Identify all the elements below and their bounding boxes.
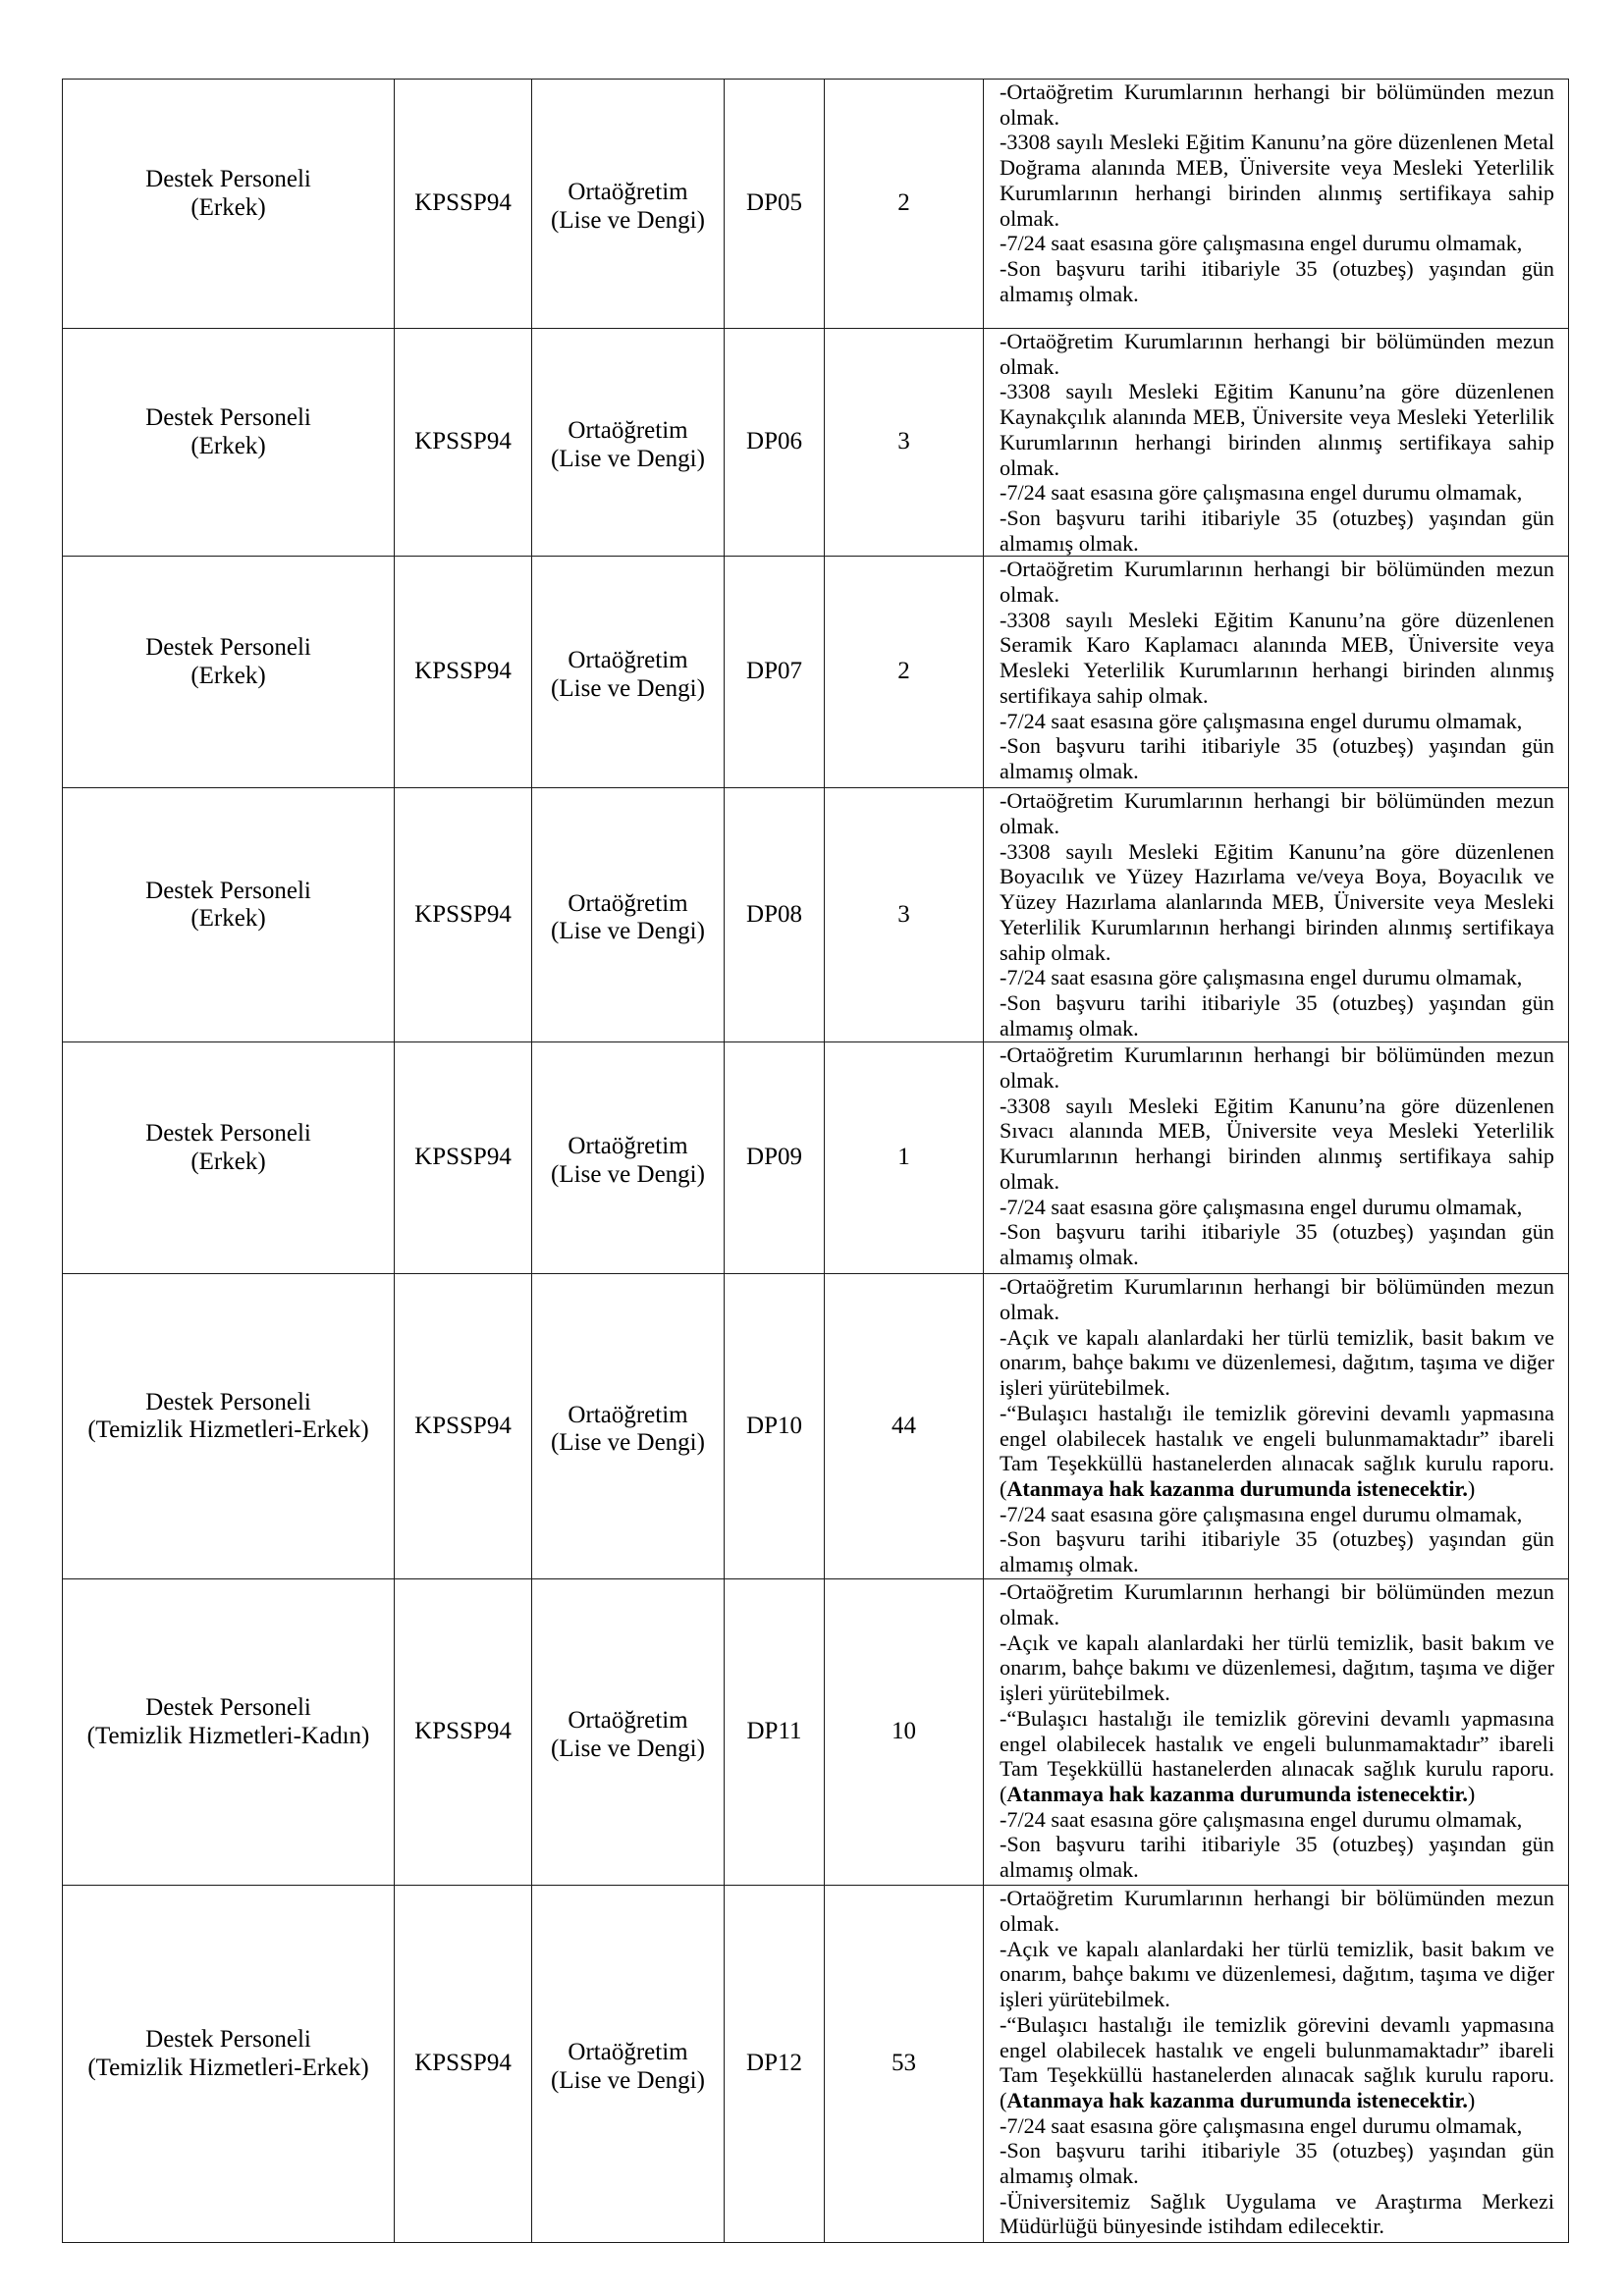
position-title-cell	[63, 329, 395, 557]
requirement-bold-note: Atanmaya hak kazanma durumunda istenecektir.	[1006, 1475, 1468, 1501]
quota-count-cell: 3	[825, 788, 984, 1042]
position-title-line: (Erkek)	[190, 1148, 266, 1175]
requirement-item: -3308 sayılı Mesleki Eğitim Kanunu’na göre düzenlenen Kaynakçılık alanında MEB, Üniversite veya Mesleki Yeterlilik Kurumlarının herhangi birinden alınmış sertifikaya sahip olmak.	[1000, 379, 1554, 480]
requirement-text: )	[1467, 1781, 1476, 1806]
education-line: Ortaöğretim	[568, 2039, 688, 2066]
quota-count-cell: 2	[825, 80, 984, 329]
education-line: (Lise ve Dengi)	[551, 2066, 705, 2094]
requirement-item	[1000, 2012, 1554, 2113]
quota-count-cell: 53	[825, 1886, 984, 2243]
position-code-cell: DP10	[725, 1274, 825, 1579]
education-cell	[532, 1886, 725, 2243]
education-line: Ortaöğretim	[568, 647, 688, 674]
requirement-item	[1000, 1401, 1554, 1502]
education-cell	[532, 788, 725, 1042]
requirement-item	[1000, 1706, 1554, 1807]
position-code-cell: DP06	[725, 329, 825, 557]
table-row	[63, 1274, 1569, 1579]
education-cell	[532, 557, 725, 788]
position-title-cell	[63, 1042, 395, 1274]
position-title-cell	[63, 557, 395, 788]
requirement-item: -7/24 saat esasına göre çalışmasına engel durumu olmamak,	[1000, 480, 1523, 506]
requirement-text: -“Bulaşıcı hastalığı ile temizlik görevini devamlı yapmasına engel olabilecek hastalık ve engeli bulunmamaktadır” ibareli Tam Teşekküllü hastanelerden alınacak sağlık kurulu raporu. (	[1000, 1400, 1554, 1501]
requirement-text: )	[1467, 1475, 1476, 1501]
position-title-cell	[63, 788, 395, 1042]
requirement-item: -Ortaöğretim Kurumlarının herhangi bir bölümünden mezun olmak.	[1000, 1274, 1554, 1325]
quota-count-cell: 3	[825, 329, 984, 557]
position-title-cell	[63, 1579, 395, 1886]
requirement-text: )	[1467, 2087, 1476, 2112]
requirements-cell	[984, 1274, 1569, 1579]
quota-count-cell: 1	[825, 1042, 984, 1274]
requirement-item: -7/24 saat esasına göre çalışmasına engel durumu olmamak,	[1000, 1806, 1523, 1832]
position-title-cell	[63, 1886, 395, 2243]
requirement-item: -Ortaöğretim Kurumlarının herhangi bir bölümünden mezun olmak.	[1000, 1579, 1554, 1630]
education-line: Ortaöğretim	[568, 889, 688, 917]
education-cell	[532, 1042, 725, 1274]
requirement-bold-note: Atanmaya hak kazanma durumunda istenecektir.	[1006, 1781, 1468, 1806]
education-line: Ortaöğretim	[568, 416, 688, 444]
requirement-item: -Açık ve kapalı alanlardaki her türlü temizlik, basit bakım ve onarım, bahçe bakımı ve düzenlemesi, dağıtım, taşıma ve diğer işleri yürütebilmek.	[1000, 1324, 1554, 1401]
education-line: (Lise ve Dengi)	[551, 918, 705, 945]
position-title-line: (Erkek)	[190, 193, 266, 221]
requirement-item: -Açık ve kapalı alanlardaki her türlü temizlik, basit bakım ve onarım, bahçe bakımı ve düzenlemesi, dağıtım, taşıma ve diğer işleri yürütebilmek.	[1000, 1936, 1554, 2012]
position-title-line: (Erkek)	[190, 662, 266, 689]
requirement-item: -7/24 saat esasına göre çalışmasına engel durumu olmamak,	[1000, 1501, 1523, 1526]
requirements-cell	[984, 557, 1569, 788]
requirement-item: -3308 sayılı Mesleki Eğitim Kanunu’na göre düzenlenen Metal Doğrama alanında MEB, Üniversite veya Mesleki Yeterlilik Kurumlarının herhangi birinden alınmış sertifikaya sahip olmak.	[1000, 130, 1554, 231]
quota-count-cell: 2	[825, 557, 984, 788]
requirement-item: -7/24 saat esasına göre çalışmasına engel durumu olmamak,	[1000, 965, 1523, 990]
table-row	[63, 1042, 1569, 1274]
education-line: Ortaöğretim	[568, 1401, 688, 1428]
position-code-cell: DP08	[725, 788, 825, 1042]
position-title-line: Destek Personeli	[145, 634, 311, 662]
exam-type-cell: KPSSP94	[395, 1042, 532, 1274]
education-cell	[532, 80, 725, 329]
requirement-item: -Son başvuru tarihi itibariyle 35 (otuzbeş) yaşından gün almamış olmak.	[1000, 255, 1554, 306]
education-line: (Lise ve Dengi)	[551, 1160, 705, 1188]
position-code-cell: DP09	[725, 1042, 825, 1274]
education-line: (Lise ve Dengi)	[551, 1429, 705, 1457]
exam-type-cell: KPSSP94	[395, 1579, 532, 1886]
position-code-cell: DP11	[725, 1579, 825, 1886]
table-row	[63, 80, 1569, 329]
requirement-item: -Ortaöğretim Kurumlarının herhangi bir bölümünden mezun olmak.	[1000, 557, 1554, 608]
requirement-item: -7/24 saat esasına göre çalışmasına engel durumu olmamak,	[1000, 708, 1523, 733]
requirement-text: -“Bulaşıcı hastalığı ile temizlik görevini devamlı yapmasına engel olabilecek hastalık ve engeli bulunmamaktadır” ibareli Tam Teşekküllü hastanelerden alınacak sağlık kurulu raporu. (	[1000, 2011, 1554, 2112]
table-row	[63, 788, 1569, 1042]
quota-count-cell: 10	[825, 1579, 984, 1886]
exam-type-cell: KPSSP94	[395, 557, 532, 788]
position-title-line: Destek Personeli	[145, 165, 311, 192]
education-line: Ortaöğretim	[568, 1133, 688, 1160]
position-title-line: Destek Personeli	[145, 403, 311, 431]
requirements-cell	[984, 788, 1569, 1042]
requirements-cell	[984, 329, 1569, 557]
education-cell	[532, 1274, 725, 1579]
requirement-item: -Üniversitemiz Sağlık Uygulama ve Araştırma Merkezi Müdürlüğü bünyesinde istihdam edilecektir.	[1000, 2188, 1554, 2239]
requirement-item: -Ortaöğretim Kurumlarının herhangi bir bölümünden mezun olmak.	[1000, 788, 1554, 839]
position-title-line: (Erkek)	[190, 905, 266, 933]
education-line: Ortaöğretim	[568, 178, 688, 205]
education-line: (Lise ve Dengi)	[551, 674, 705, 702]
requirement-bold-note: Atanmaya hak kazanma durumunda istenecektir.	[1006, 2087, 1468, 2112]
requirement-item: -Son başvuru tarihi itibariyle 35 (otuzbeş) yaşından gün almamış olmak.	[1000, 1832, 1554, 1883]
position-title-line: Destek Personeli	[145, 2026, 311, 2054]
quota-count-cell: 44	[825, 1274, 984, 1579]
exam-type-cell: KPSSP94	[395, 80, 532, 329]
position-title-line: Destek Personeli	[145, 1694, 311, 1722]
requirement-item: -Son başvuru tarihi itibariyle 35 (otuzbeş) yaşından gün almamış olmak.	[1000, 1526, 1554, 1577]
position-title-line: Destek Personeli	[145, 1120, 311, 1148]
position-title-cell	[63, 1274, 395, 1579]
position-title-line: (Erkek)	[190, 432, 266, 459]
position-code-cell: DP12	[725, 1886, 825, 2243]
table-row	[63, 329, 1569, 557]
requirement-item: -Ortaöğretim Kurumlarının herhangi bir bölümünden mezun olmak.	[1000, 329, 1554, 379]
requirement-item: -Son başvuru tarihi itibariyle 35 (otuzbeş) yaşından gün almamış olmak.	[1000, 2138, 1554, 2189]
requirement-item: -Ortaöğretim Kurumlarının herhangi bir bölümünden mezun olmak.	[1000, 1886, 1554, 1937]
education-line: (Lise ve Dengi)	[551, 445, 705, 472]
requirement-item: -Ortaöğretim Kurumlarının herhangi bir bölümünden mezun olmak.	[1000, 1042, 1554, 1094]
requirement-item: -3308 sayılı Mesleki Eğitim Kanunu’na göre düzenlenen Boyacılık ve Yüzey Hazırlama ve/veya Boya, Boyacılık ve Yüzey Hazırlama alanlarında MEB, Üniversite veya Mesleki Yeterlilik Kurumlarının herhangi birinden alınmış sertifikaya sahip olmak.	[1000, 838, 1554, 965]
requirement-item: -Son başvuru tarihi itibariyle 35 (otuzbeş) yaşından gün almamış olmak.	[1000, 733, 1554, 783]
position-title-line: Destek Personeli	[145, 877, 311, 904]
requirement-item: -Açık ve kapalı alanlardaki her türlü temizlik, basit bakım ve onarım, bahçe bakımı ve düzenlemesi, dağıtım, taşıma ve diğer işleri yürütebilmek.	[1000, 1629, 1554, 1706]
requirement-text: -“Bulaşıcı hastalığı ile temizlik görevini devamlı yapmasına engel olabilecek hastalık ve engeli bulunmamaktadır” ibareli Tam Teşekküllü hastanelerden alınacak sağlık kurulu raporu. (	[1000, 1705, 1554, 1806]
position-title-line: (Temizlik Hizmetleri-Erkek)	[87, 2054, 369, 2081]
requirement-item: -Ortaöğretim Kurumlarının herhangi bir bölümünden mezun olmak.	[1000, 80, 1554, 130]
position-code-cell: DP05	[725, 80, 825, 329]
exam-type-cell: KPSSP94	[395, 1886, 532, 2243]
requirements-cell	[984, 1579, 1569, 1886]
education-line: Ortaöğretim	[568, 1707, 688, 1735]
requirement-item: -7/24 saat esasına göre çalışmasına engel durumu olmamak,	[1000, 2112, 1523, 2138]
requirement-item: -Son başvuru tarihi itibariyle 35 (otuzbeş) yaşından gün almamış olmak.	[1000, 505, 1554, 556]
requirements-cell	[984, 80, 1569, 329]
requirement-item: -3308 sayılı Mesleki Eğitim Kanunu’na göre düzenlenen Seramik Karo Kaplamacı alanında MEB, Üniversite veya Mesleki Yeterlilik Kurumlarının herhangi birinden alınmış sertifikaya sahip olmak.	[1000, 607, 1554, 708]
position-title-line: (Temizlik Hizmetleri-Erkek)	[87, 1416, 369, 1444]
requirements-cell	[984, 1042, 1569, 1274]
requirement-item: -7/24 saat esasına göre çalışmasına engel durumu olmamak,	[1000, 231, 1523, 256]
education-line: (Lise ve Dengi)	[551, 1735, 705, 1762]
requirement-item: -Son başvuru tarihi itibariyle 35 (otuzbeş) yaşından gün almamış olmak.	[1000, 989, 1554, 1041]
table-row	[63, 557, 1569, 788]
exam-type-cell: KPSSP94	[395, 329, 532, 557]
position-title-line: Destek Personeli	[145, 1388, 311, 1415]
exam-type-cell: KPSSP94	[395, 788, 532, 1042]
table-body	[63, 80, 1569, 2243]
position-code-cell: DP07	[725, 557, 825, 788]
requirement-item: -Son başvuru tarihi itibariyle 35 (otuzbeş) yaşından gün almamış olmak.	[1000, 1219, 1554, 1269]
table-row	[63, 1579, 1569, 1886]
position-title-line: (Temizlik Hizmetleri-Kadın)	[86, 1722, 370, 1749]
education-cell	[532, 329, 725, 557]
education-cell	[532, 1579, 725, 1886]
requirement-item: -7/24 saat esasına göre çalışmasına engel durumu olmamak,	[1000, 1194, 1523, 1219]
exam-type-cell: KPSSP94	[395, 1274, 532, 1579]
position-requirements-table	[62, 79, 1569, 2243]
position-title-cell	[63, 80, 395, 329]
table-row	[63, 1886, 1569, 2243]
requirement-item: -3308 sayılı Mesleki Eğitim Kanunu’na göre düzenlenen Sıvacı alanında MEB, Üniversite veya Mesleki Yeterlilik Kurumlarının herhangi birinden alınmış sertifikaya sahip olmak.	[1000, 1093, 1554, 1194]
education-line: (Lise ve Dengi)	[551, 206, 705, 234]
requirements-cell	[984, 1886, 1569, 2243]
